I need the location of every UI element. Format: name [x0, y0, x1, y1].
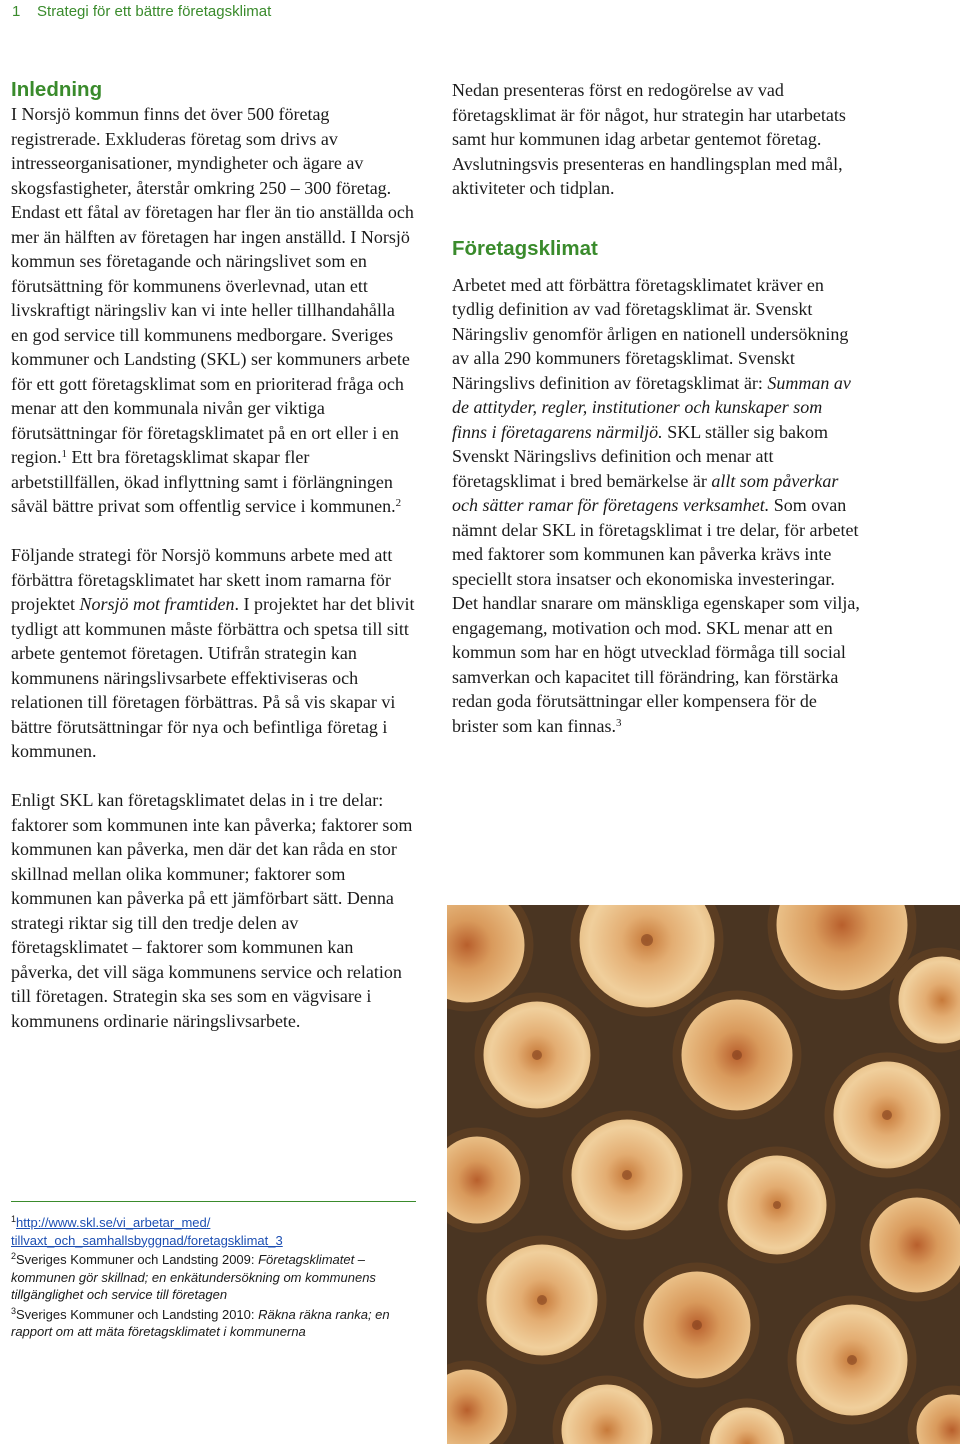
left-column — [11, 78, 416, 1033]
page-number: 1 — [12, 3, 21, 20]
footnote-1-link[interactable]: http://www.skl.se/vi_arbetar_med/ tillvaxt_och_samhallsbyggnad/foretagsklimat_3 — [11, 1215, 283, 1248]
footnote-2-number: 2 — [11, 1251, 17, 1261]
timber-logs-photo — [447, 905, 960, 1444]
footnote-2-title: Företagsklimatet – kommunen gör skillnad; en enkätundersökning om kommunens tillgänglighet och service till företagen — [11, 1252, 376, 1302]
project-text-a: Följande strategi för Norsjö kommuns arbete med att förbättra företagsklimatet har skett inom ramarna för projektet — [11, 545, 393, 614]
footnote-2 — [11, 1251, 416, 1304]
footnote-ref-2[interactable]: 2 — [395, 497, 402, 509]
intro-text-d: Ett bra företagsklimat skapar fler arbetstillfällen, ökad inflyttning samt i förlängningen såväl bättre privat som offentlig service i kommunen. — [11, 447, 396, 516]
overview-paragraph: Nedan presenteras först en redogörelse av vad företagsklimat är för något, hur strategin har utarbetats samt hur kommunen idag arbetar gentemot företag. Avslutningsvis presenteras en handlingsplan med mål, aktiviteter och tidplan. — [452, 80, 846, 198]
definition-text-c: Som ovan nämnt delar SKL in företagsklimat i tre delar, för arbetet med faktorer som kommunen kan påverka krävs inte speciellt stora insatser och ekonomiska investeringar. Det handlar snarare om mänskliga egenskaper som vilja, engagemang, motivation och mod. SKL menar att en kommun som har en högt utvecklad förmåga till social samverkan och kapacitet till förändring, kan förstärka redan goda förutsättningar eller kompensera för de brister som kan finnas. — [452, 495, 860, 736]
definition-text-b: SKL ställer sig bakom Svenskt Näringslivs definition och menar att företagsklimat i bred bemärkelse är — [452, 421, 829, 491]
footnotes — [11, 1214, 416, 1343]
footnote-ref-3[interactable]: 3 — [615, 716, 622, 729]
log-ends-illustration — [447, 905, 960, 1444]
footnote-3-number: 3 — [11, 1305, 17, 1316]
definition-text-a: Arbetet med att förbättra företagsklimatet kräver en tydlig definition av vad företagsklimat är. Svenskt Näringsliv genomför årligen en nationell undersökning av alla 290 kommuners företagsklimat. Svenskt Näringslivs definition av företagsklimat är: — [452, 274, 849, 393]
project-text-b: . I projektet har det blivit tydligt att kommunen måste förbättra och spetsa till sitt arbete gentemot företagen. Utifrån strategin kan kommunens näringslivsarbete effektiviseras och relationen till företagen förbättras. På så vis skapar vi bättre förutsättningar för nya och befintliga företag i kommunen. — [11, 594, 415, 761]
footnote-3-title: Räkna räkna ranka; en rapport om att mäta företagsklimatet i kommunerna — [11, 1306, 390, 1339]
running-header — [12, 3, 271, 20]
definition-paragraph — [452, 273, 860, 739]
intro-paragraph — [11, 102, 416, 519]
skl-paragraph: Enligt SKL kan företagsklimatet delas in i tre delar: faktorer som kommunen inte kan påverka; faktorer som kommunen kan påverka, men där det kan råda en stor skillnad mellan olika kommuner; faktorer som kommunen kan påverka på ett jämförbart sätt. Denna strategi riktar sig till den tredje delen av företagsklimatet – faktorer som kommunen kan påverka, det vill säga kommunens service och relation till företagen. Strategin ska ses som en vägvisare i kommunens ordinarie näringslivsarbete. — [11, 790, 413, 1031]
footnote-3 — [11, 1306, 416, 1341]
footnote-1-number: 1 — [11, 1214, 17, 1224]
footnote-ref-1[interactable]: 1 — [61, 448, 67, 460]
running-title: Strategi för ett bättre företagsklimat — [37, 3, 272, 20]
project-name: Norsjö mot framtiden — [79, 594, 235, 614]
definition-quote: Summan av de attityder, regler, institutioner och kunskaper som finns i företagarens närmiljö. — [452, 372, 851, 442]
heading-inledning: Inledning — [11, 78, 103, 101]
heading-foretagsklimat: Företagsklimat — [452, 236, 598, 260]
intro-text-c: I Norsjö kommun ses företagande och näringslivet som en förutsättning för kommunens överlevnad, utan ett livskraftigt näringsliv kan vi inte heller tillhandahålla en god service till kommunens medborgare. Sveriges kommuner och Landsting (SKL) ser kommuners arbete för ett gott företagsklimat som en prioriterad fråga och menar att den kommunala nivån ger viktiga förutsättningar för företagsklimatet på en ort eller i en region. — [11, 226, 410, 467]
broad-definition-quote: allt som påverkar och sätter ramar för företagens verksamhet. — [452, 470, 839, 515]
footnote-2-text: Sveriges Kommuner och Landsting 2009: — [16, 1252, 259, 1267]
intro-text-b: Endast ett fåtal av företagen har fler än tio anställda och mer än hälften av företagen har ingen anställd. — [11, 202, 414, 247]
footnote-3-text: Sveriges Kommuner och Landsting 2010: — [16, 1306, 259, 1322]
project-paragraph — [11, 543, 416, 764]
right-column — [452, 78, 860, 738]
footnote-1 — [11, 1214, 416, 1249]
intro-text-a: I Norsjö kommun finns det över 500 företag registrerade. Exkluderas företag som drivs av intresseorganisationer, myndigheter och ägare av skogsfastigheter, återstår omkring 250 – 300 företag. — [11, 104, 392, 198]
footnote-divider — [11, 1201, 416, 1202]
